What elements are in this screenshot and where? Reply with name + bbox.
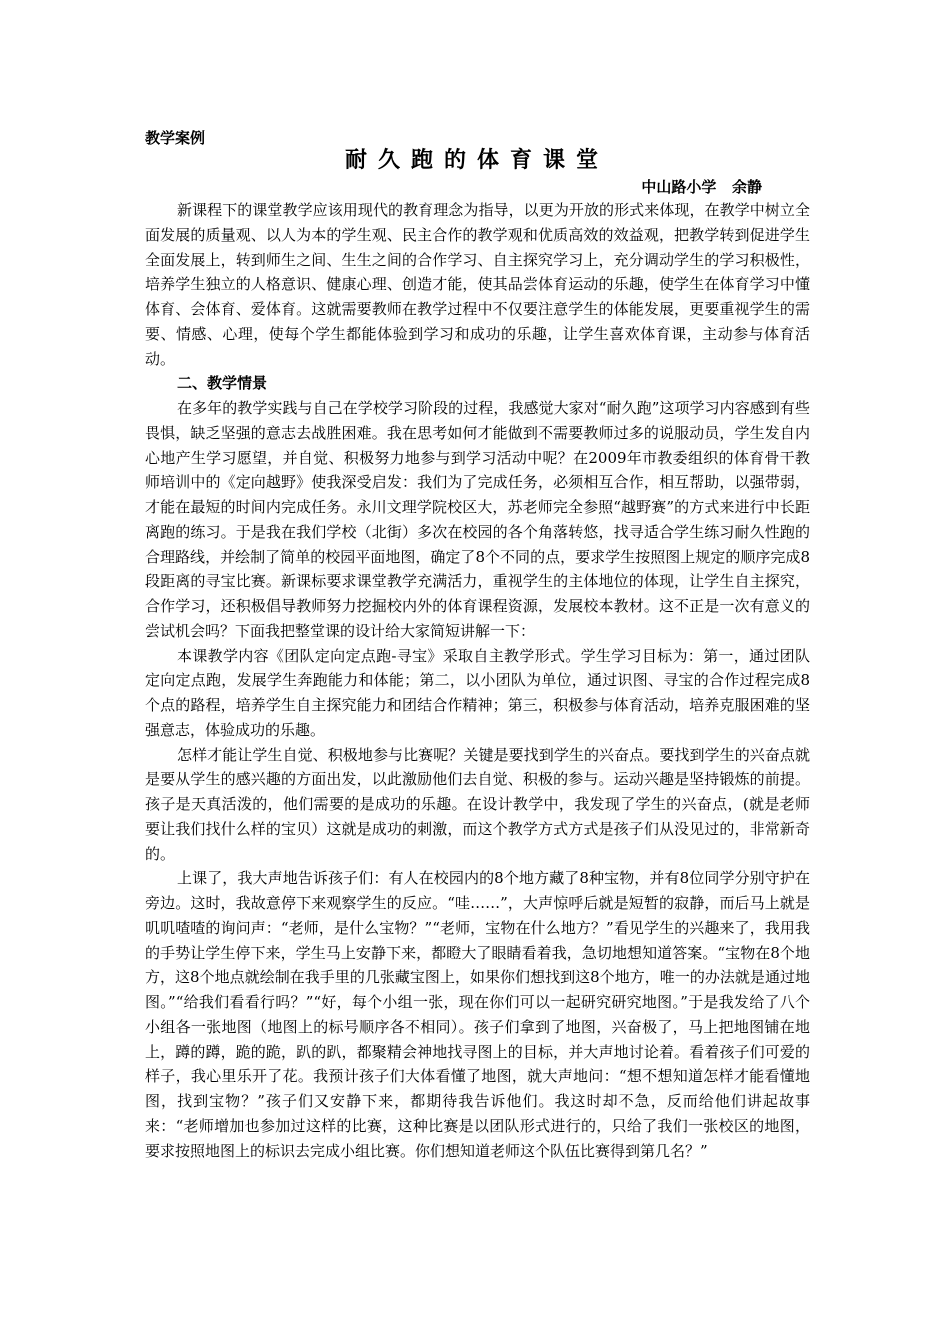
section-paragraph: 怎样才能让学生自觉、积极地参与比赛呢？关键是要找到学生的兴奋点。要找到学生的兴奋点就是要从学生的感兴趣的方面出发，以此激励他们去自觉、积极的参与。运动兴趣是坚持锻炼的前提。孩子是天真活泼的，他们需要的是成功的乐趣。在设计教学中，我发现了学生的兴奋点，(就是老师要让我们找什么样的宝贝）这就是成功的刺激，而这个教学方式方式是孩子们从没见过的，非常新奇的。 bbox=[145, 745, 810, 863]
document-body bbox=[145, 198, 810, 1163]
document-author: 中山路小学 余静 bbox=[641, 178, 762, 196]
section-paragraph: 本课教学内容《团队定向定点跑-寻宝》采取自主教学形式。学生学习目标为：第一，通过团队定向定点跑，发展学生奔跑能力和体能；第二，以小团队为单位，通过识图、寻宝的合作过程完成8个点的路程，培养学生自主探究能力和团结合作精神；第三，积极参与体育活动，培养克服困难的坚强意志，体验成功的乐趣。 bbox=[145, 646, 810, 739]
section-heading: 二、教学情景 bbox=[177, 374, 268, 393]
intro-paragraph: 新课程下的课堂教学应该用现代的教育理念为指导，以更为开放的形式来体现，在教学中树立全面发展的质量观、以人为本的学生观、民主合作的教学观和优质高效的效益观，把教学转到促进学生全面发展上，转到师生之间、生生之间的合作学习、自主探究学习上，充分调动学生的学习积极性，培养学生独立的人格意识、健康心理、创造才能，使其品尝体育运动的乐趣，使学生在体育学习中懂体育、会体育、爱体育。这就需要教师在教学过程中不仅要注意学生的体能发展，更要重视学生的需要、情感、心理，使每个学生都能体验到学习和成功的乐趣，让学生喜欢体育课，主动参与体育活动。 bbox=[145, 201, 810, 368]
section-paragraph: 在多年的教学实践与自己在学校学习阶段的过程，我感觉大家对“耐久跑”这项学习内容感到有些畏惧，缺乏坚强的意志去战胜困难。我在思考如何才能做到不需要教师过多的说服动员，学生发自内心地产生学习愿望，并自觉、积极努力地参与到学习活动中呢？在2009年市教委组织的体育骨干教师培训中的《定向越野》使我深受启发：我们为了完成任务，必须相互合作，相互帮助，以强带弱，才能在最短的时间内完成任务。永川文理学院校区大，苏老师完全参照“越野赛”的方式来进行中长距离跑的练习。于是我在我们学校（北街）多次在校园的各个角落转悠，找寻适合学生练习耐久性跑的合理路线，并绘制了简单的校园平面地图，确定了8个不同的点，要求学生按照图上规定的顺序完成8段距离的寻宝比赛。新课标要求课堂教学充满活力，重视学生的主体地位的体现，让学生自主探究，合作学习，还积极倡导教师努力挖掘校内外的体育课程资源，发展校本教材。这不正是一次有意义的尝试机会吗？下面我把整堂课的设计给大家简短讲解一下： bbox=[145, 399, 810, 640]
document-label: 教学案例 bbox=[145, 129, 206, 147]
section-paragraph: 上课了，我大声地告诉孩子们：有人在校园内的8个地方藏了8种宝物，并有8位同学分别守护在旁边。这时，我故意停下来观察学生的反应。“哇……”，大声惊呼后就是短暂的寂静，而后马上就是叽叽喳喳的询问声：“老师，是什么宝物？”“老师，宝物在什么地方？”看见学生的兴趣来了，我用我的手势让学生停下来，学生马上安静下来，都瞪大了眼睛看着我，急切地想知道答案。“宝物在8个地方，这8个地点就绘制在我手里的几张藏宝图上，如果你们想找到这8个地方，唯一的办法就是通过地图。”“给我们看看行吗？”“好，每个小组一张，现在你们可以一起研究研究地图。”于是我发给了八个小组各一张地图（地图上的标号顺序各不相同）。孩子们拿到了地图，兴奋极了，马上把地图铺在地上，蹲的蹲，跪的跪，趴的趴，都聚精会神地找寻图上的目标，并大声地讨论着。看着孩子们可爱的样子，我心里乐开了花。我预计孩子们大体看懂了地图，就大声地问：“想不想知道怎样才能看懂地图，找到宝物？”孩子们又安静下来，都期待我告诉他们。我这时却不急，反而给他们讲起故事来：“老师增加也参加过这样的比赛，这种比赛是以团队形式进行的，只给了我们一张校区的地图，要求按照地图上的标识去完成小组比赛。你们想知道老师这个队伍比赛得到第几名？” bbox=[145, 869, 810, 1160]
document-title: 耐久跑的体育课堂 bbox=[344, 148, 609, 173]
